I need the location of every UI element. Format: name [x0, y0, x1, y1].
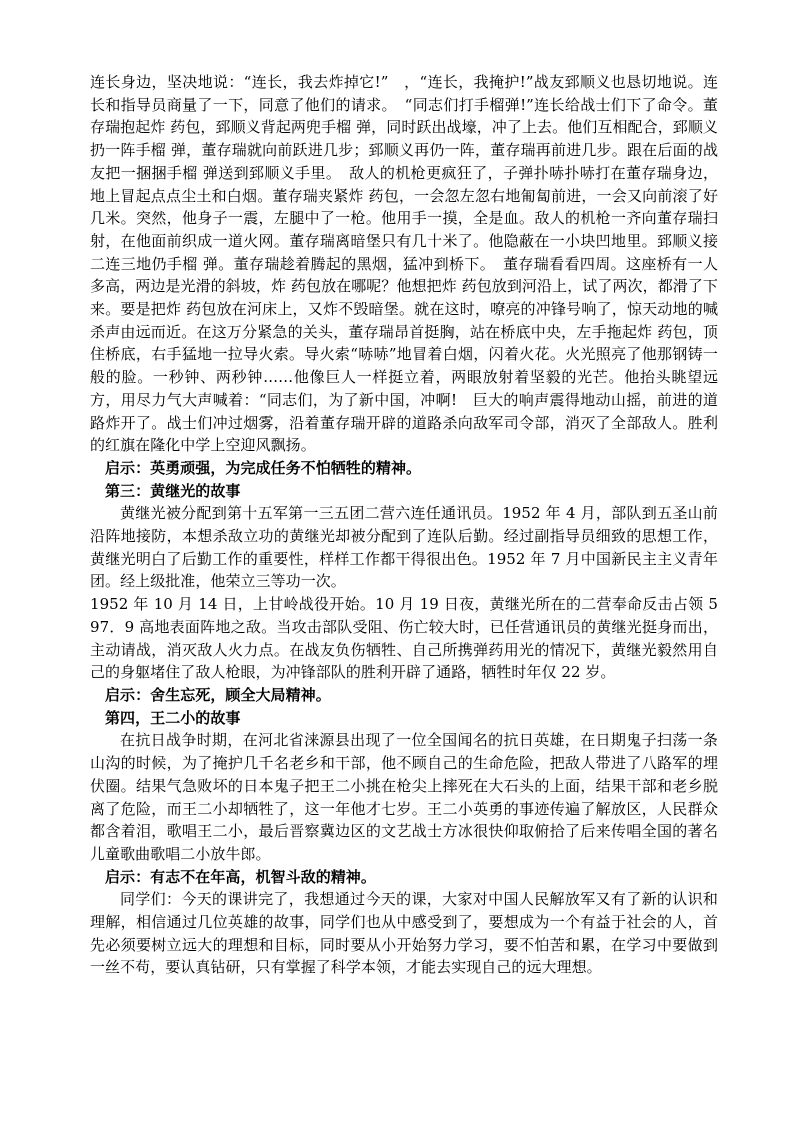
section-title-wang-erxiao: 第四，王二小的故事	[105, 708, 241, 727]
story-paragraph-dong-cunrui: 连长身边，坚决地说：“连长，我去炸掉它!” ，“连长，我掩护!”战友郅顺义也恳切地说。连长和指导员商量了一下，同意了他们的请求。 “同志们打手榴弹!”连长给战士们下了命令。董存瑞抱起炸 药包，郅顺义背起两兜手榴 弹，同时跃出战壕，冲了上去。他们互相配合，郅顺义扔一阵手榴 弹，董存瑞就向前跃进几步；郅顺义再仍一阵，董存瑞再前进几步。跟在后面的战友把一捆捆手榴 弹送到郅顺义手里。 敌人的机枪更疯狂了，子弹扑哧扑哧打在董存瑞身边，地上冒起点点尘土和白烟。董存瑞夹紧炸 药包，一会忽左忽右地匍匐前进，一会又向前滚了好几米。突然，他身子一震，左腿中了一枪。他用手一摸，全是血。敌人的机枪一齐向董存瑞扫射，在他面前织成一道火网。董存瑞离暗堡只有几十米了。他隐蔽在一小块凹地里。郅顺义接二连三地仍手榴 弹。董存瑞趁着腾起的黑烟，猛冲到桥下。 董存瑞看看四周。这座桥有一人多高，两边是光滑的斜坡，炸 药包放在哪呢？他想把炸 药包放到河沿上，试了两次，都滑了下来。要是把炸 药包放在河床上，又炸不毁暗堡。就在这时，嘹亮的冲锋号响了，惊天动地的喊杀声由远而近。在这万分紧急的关头，董存瑞昂首挺胸，站在桥底中央，左手拖起炸 药包，顶住桥底，右手猛地一拉导火索。导火索“哧哧”地冒着白烟，闪着火花。火光照亮了他那钢铸一般的脸。一秒钟、两秒钟……他像巨人一样挺立着，两眼放射着坚毅的光芒。他抬头眺望远方，用尽力气大声喊着：“同志们，为了新中国，冲啊! 巨大的响声震得地动山摇，前进的道路炸开了。战士们冲过烟雾，沿着董存瑞开辟的道路杀向敌军司令部，消灭了全部敌人。胜利的红旗在隆化中学上空迎风飘扬。	[90, 73, 718, 455]
lesson-heading-3: 启示：有志不在年高，机智斗敌的精神。	[105, 867, 376, 886]
lesson-heading-2: 启示：舍生忘死，顾全大局精神。	[105, 685, 331, 704]
story-paragraph-huang-jiguang-1: 黄继光被分配到第十五军第一三五团二营六连任通讯员。1952 年 4 月，部队到五圣山前沿阵地接防，本想杀敌立功的黄继光却被分配到了连队后勤。经过副指导员细致的思想工作，黄继光明白了后勤工作的重要性，样样工作都干得很出色。1952 年 7 月中国新民主主义青年团。经上级批准，他荣立三等功一次。	[90, 504, 718, 591]
story-paragraph-huang-jiguang-2: 1952 年 10 月 14 日，上甘岭战役开始。10 月 19 日夜，黄继光所在的二营奉命反击占领 597．9 高地表面阵地之敌。当攻击部队受阻、伤亡较大时，已任营通讯员的黄继光挺身而出，主动请战，消灭敌人火力点。在战友负伤牺牲、自己所携弹药用光的情况下，黄继光毅然用自己的身躯堵住了敌人枪眼，为冲锋部队的胜利开辟了通路，牺牲时年仅 22 岁。	[90, 595, 718, 682]
section-title-huang-jiguang: 第三：黄继光的故事	[105, 481, 241, 500]
lesson-heading-1: 启示：英勇顽强，为完成任务不怕牺牲的精神。	[105, 458, 422, 477]
closing-paragraph: 同学们：今天的课讲完了，我想通过今天的课，大家对中国人民解放军又有了新的认识和理解，相信通过几位英雄的故事，同学们也从中感受到了，要想成为一个有益于社会的人，首先必须要树立远大的理想和目标，同时要从小开始努力学习，要不怕苦和累，在学习中要做到一丝不苟，要认真钻研，只有掌握了科学本领，才能去实现自己的远大理想。	[90, 890, 718, 977]
document-page	[90, 71, 718, 979]
story-paragraph-wang-erxiao: 在抗日战争时期，在河北省涞源县出现了一位全国闻名的抗日英雄，在日期鬼子扫荡一条山沟的时候，为了掩护几千名老乡和干部，他不顾自己的生命危险，把敌人带进了八路军的埋伏圈。结果气急败坏的日本鬼子把王二小挑在枪尖上摔死在大石头的上面，结果干部和老乡脱离了危险，而王二小却牺牲了，这一年他才七岁。王二小英勇的事迹传遍了解放区，人民群众都含着泪，歌唱王二小，最后晋察冀边区的文艺战士方冰很快仰取俯拾了后来传唱全国的著名儿童歌曲歌唱二小放牛郎。	[90, 731, 718, 863]
